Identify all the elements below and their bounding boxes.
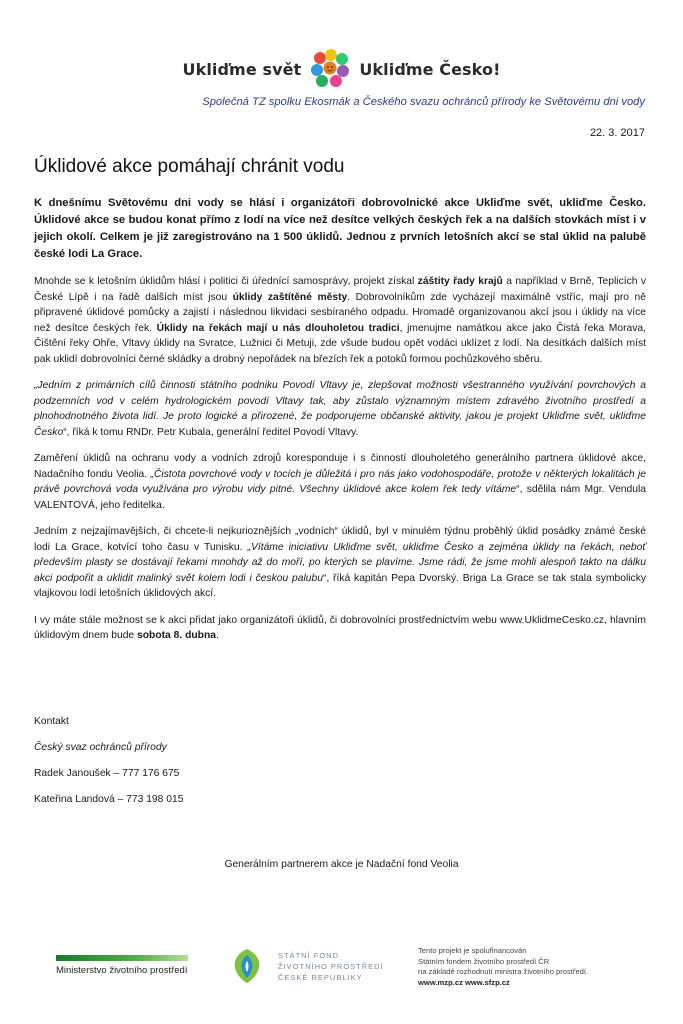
paragraph-2 bbox=[34, 378, 646, 440]
p4-quote: „Vítáme iniciativu Ukliďme svět, ukliďme Česko a zejména úklidy na řekách, neboť především plasty se dostávají řekami mnohdy až do moří, po kterých se plavíme. Jsme rádi, že jsme mohli alespoň takto na dálku akci podpořit a uklidit malinký svět kolem lodi i českou palubu bbox=[34, 541, 646, 584]
sfzp-line-3: ČESKÉ REPUBLIKY bbox=[278, 972, 363, 982]
p3-attribution: “, sdělila nám Mgr. Vendula VALENTOVÁ, jeho ředitelka. bbox=[34, 484, 647, 511]
contact-person-2: Kateřina Landová – 773 198 015 bbox=[34, 794, 184, 805]
article-body bbox=[34, 195, 646, 655]
p5-text-end: . bbox=[215, 630, 219, 641]
p3-text: Zaměření úklidů na ochranu vody a vodních zdrojů koresponduje i s činností dlouholetého generálního partnera úklidové akce, Nadačního fondu Veolia. bbox=[34, 453, 646, 480]
sfzp-text bbox=[278, 950, 384, 983]
sfzp-leaf-icon bbox=[228, 947, 266, 985]
cofinancing-line-2: Státním fondem životního prostředí ČR bbox=[418, 956, 550, 966]
p1-text-e: , jmenujme namátkou akce jako Čistá řeka Morava, Čištění řeky Ohře, Vltavy úklidy na Svratce, Lužnici či Metuji, zde všude budou opět vodáci uklízet z lodí. Na desítkách dalších míst pak uklidí dobrovolníci černé skládky a drobný nepořádek na březích řek a potoků formou pochůzkového sběru. bbox=[34, 322, 646, 365]
cofinancing-line-3: na základě rozhodnutí ministra životního prostředí. bbox=[418, 967, 589, 977]
cofinancing-note bbox=[418, 946, 588, 988]
p4-attribution: “, říká kapitán Pepa Dvorský. Briga La Grace se tak stala symbolicky vlajkovou lodí letošních úklidových akcí. bbox=[34, 572, 646, 599]
contact-heading: Kontakt bbox=[34, 716, 69, 727]
sfzp-line-2: ŽIVOTNÍHO PROSTŘEDÍ bbox=[278, 961, 384, 971]
footer-web-links[interactable]: www.mzp.cz www.sfzp.cz bbox=[418, 977, 510, 987]
p5-bold-date: sobota 8. dubna bbox=[137, 630, 216, 641]
contact-organization: Český svaz ochránců přírody bbox=[34, 742, 167, 753]
p2-quote: „Jedním z primárních cílů činnosti státního podniku Povodí Vltavy je, zlepšovat možnosti všestranného využívání povrchových a podzemních vod v celém hydrologickém povodí Vltavy tak, aby zůstalo významným místem zdravého životního prostředí a plnohodnotného života lidí. Je proto logické a přirozené, že podporujeme občanské aktivity, jakou je projekt Ukliďme svět, ukliďme Česko bbox=[34, 380, 646, 438]
p1-bold-3: Úklidy na řekách mají u nás dlouholetou tradici bbox=[156, 322, 400, 334]
mzp-color-bar bbox=[56, 955, 188, 961]
release-date: 22. 3. 2017 bbox=[589, 127, 645, 139]
campaign-logo bbox=[0, 48, 683, 90]
p4-text: Jedním z nejzajímavějších, či chcete-li nejkurioznějších „vodních“ úklidů, byl v minulém týdnu proběhlý úklid posádky známé české lodi La Grace, kotvící toho času v Tunisku. bbox=[34, 526, 646, 553]
contact-block bbox=[34, 716, 183, 820]
p1-text-c: a například v Brně, Teplicích v České Lípě i na řadě dalších míst jsou bbox=[34, 276, 646, 303]
smiley-globe-icon bbox=[309, 48, 351, 90]
p3-quote: „Čistota povrchové vody v tocích je důležitá i pro nás jako vodohospodáře, protože v některých lokalitách je právě povrchová voda využívána pro výrobu vidy pitné. Všechny úklidové akce kolem řek tedy vítáme bbox=[34, 468, 646, 495]
paragraph-3 bbox=[34, 451, 646, 513]
page-title: Úklidové akce pomáhají chránit vodu bbox=[34, 156, 345, 177]
p1-text-d: . Dobrovolníkům zde vycházejí maximálně vstříc, mají pro ně připravené úklidové pomůcky a zajistí i následnou likvidaci sesbíraného odpadu. Hromadě organizovanou akcí jsou i úklidy na více než desítce českých řek. bbox=[34, 291, 646, 334]
p1-bold-1: záštity řady krajů bbox=[417, 276, 503, 287]
logo-left-text: Ukliďme svět bbox=[182, 59, 302, 79]
p1-bold-2: úklidy zaštítěné městy bbox=[232, 291, 348, 303]
paragraph-1 bbox=[34, 274, 646, 367]
logo-right-text: Ukliďme Česko! bbox=[359, 59, 501, 79]
general-partner: Generálním partnerem akce je Nadační fond Veolia bbox=[224, 859, 459, 870]
sfzp-logo bbox=[228, 947, 384, 985]
paragraph-4 bbox=[34, 524, 646, 602]
subtitle: Společná TZ spolku Ekosmák a Českého svazu ochránců přírody ke Světovému dni vody bbox=[202, 96, 645, 108]
contact-person-1: Radek Janoušek – 777 176 675 bbox=[34, 768, 180, 779]
p2-attribution: “, říká k tomu RNDr. Petr Kubala, generální ředitel Povodí Vltavy. bbox=[63, 426, 359, 438]
paragraph-5 bbox=[34, 613, 646, 644]
lead-paragraph: K dnešnímu Světovému dni vody se hlásí i organizátoři dobrovolnické akce Ukliďme svět, ukliďme Česko. Úklidové akce se budou konat přímo z lodí na více než desítce velkých českých řek a na dalších stovkách míst i v jejich okolí. Celkem je již zaregistrováno na 1 500 úklidů. Jednou z prvních letošních akcí se stal úklid na palubě české lodi La Grace. bbox=[34, 197, 646, 260]
p1-text-a: Mnohde se k letošním úklidům hlásí i politici či úřednící samosprávy, projekt získal bbox=[34, 276, 418, 287]
mzp-name: Ministerstvo životního prostředí bbox=[56, 965, 188, 976]
sfzp-line-1: STÁTNÍ FOND bbox=[278, 950, 339, 960]
p5-text: I vy máte stále možnost se k akci přidat jako organizátoři úklidů, či dobrovolníci prostřednictvím webu www.UklidmeCesko.cz, hlavním úklidovým dnem bude bbox=[34, 614, 646, 641]
cofinancing-line-1: Tento projekt je spolufinancován bbox=[418, 946, 527, 955]
mzp-logo bbox=[56, 955, 188, 976]
